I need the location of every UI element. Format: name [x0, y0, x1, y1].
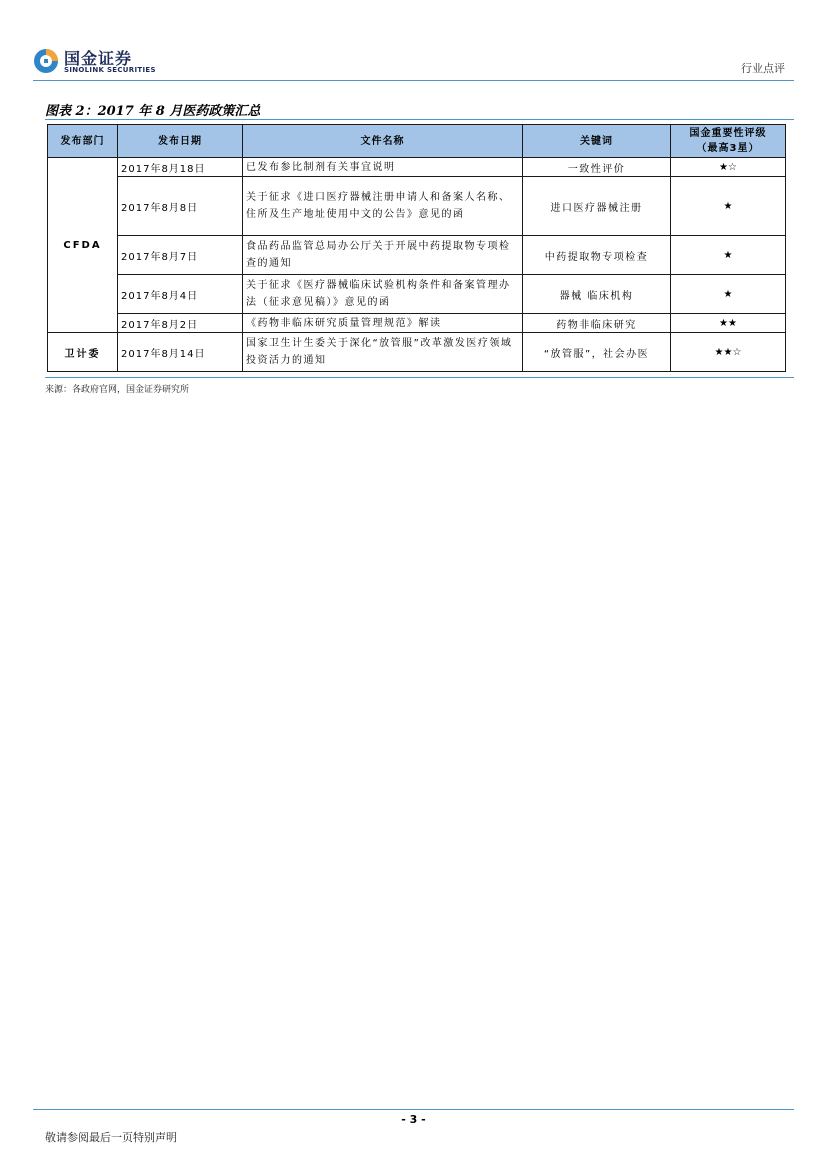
table-row — [48, 236, 786, 275]
keyword-cell: 一致性评价 — [523, 158, 671, 177]
table-row — [48, 275, 786, 314]
company-logo — [33, 46, 156, 80]
date-cell: 2017年8月7日 — [118, 236, 243, 275]
figure-title: 图表 2：2017 年 8 月医药政策汇总 — [45, 104, 261, 119]
keyword-cell: 进口医疗器械注册 — [523, 177, 671, 236]
table-bottom-divider — [45, 377, 794, 378]
page-header — [0, 0, 827, 90]
column-header-document: 文件名称 — [243, 125, 523, 158]
dept-cell: 卫计委 — [48, 333, 118, 372]
rating-cell: ★★☆ — [671, 333, 786, 372]
keyword-cell: 药物非临床研究 — [523, 314, 671, 333]
column-header-date: 发布日期 — [118, 125, 243, 158]
logo-text-en: SINOLINK SECURITIES — [64, 66, 156, 74]
keyword-cell: 器械 临床机构 — [523, 275, 671, 314]
document-cell: 关于征求《进口医疗器械注册申请人和备案人名称、住所及生产地址使用中文的公告》意见的函 — [243, 177, 523, 236]
header-divider — [33, 80, 794, 81]
document-cell: 关于征求《医疗器械临床试验机构条件和备案管理办法（征求意见稿）》意见的函 — [243, 275, 523, 314]
document-cell: 《药物非临床研究质量管理规范》解读 — [243, 314, 523, 333]
dept-cell: CFDA — [48, 158, 118, 333]
column-header-keyword: 关键词 — [523, 125, 671, 158]
rating-cell: ★☆ — [671, 158, 786, 177]
rating-cell: ★ — [671, 236, 786, 275]
logo-text-cn: 国金证券 — [64, 49, 133, 68]
table-row — [48, 158, 786, 177]
document-cell: 已发布参比制剂有关事宜说明 — [243, 158, 523, 177]
table-row — [48, 177, 786, 236]
date-cell: 2017年8月2日 — [118, 314, 243, 333]
column-header-rating — [671, 125, 786, 158]
date-cell: 2017年8月4日 — [118, 275, 243, 314]
date-cell: 2017年8月18日 — [118, 158, 243, 177]
footer-divider — [33, 1109, 794, 1110]
document-cell: 国家卫生计生委关于深化“放管服”改革激发医疗领域投资活力的通知 — [243, 333, 523, 372]
keyword-cell: 中药提取物专项检查 — [523, 236, 671, 275]
column-header-dept: 发布部门 — [48, 125, 118, 158]
keyword-cell: “放管服”，社会办医 — [523, 333, 671, 372]
date-cell: 2017年8月14日 — [118, 333, 243, 372]
policy-summary-table — [47, 124, 786, 372]
table-header-row — [48, 125, 786, 158]
table-row — [48, 314, 786, 333]
rating-header-line-2: （最高3星） — [696, 143, 760, 154]
rating-header-line-1: 国金重要性评级 — [689, 128, 767, 139]
page-number: - 3 - — [401, 1113, 426, 1126]
date-cell: 2017年8月8日 — [118, 177, 243, 236]
source-note: 来源：各政府官网，国金证券研究所 — [45, 385, 190, 395]
sinolink-logo-icon — [33, 48, 59, 74]
table-row — [48, 333, 786, 372]
report-section-label: 行业点评 — [741, 62, 785, 75]
rating-cell: ★★ — [671, 314, 786, 333]
rating-cell: ★ — [671, 177, 786, 236]
disclaimer-text: 敬请参阅最后一页特别声明 — [45, 1131, 177, 1144]
rating-cell: ★ — [671, 275, 786, 314]
title-divider — [45, 119, 794, 120]
document-cell: 食品药品监管总局办公厅关于开展中药提取物专项检查的通知 — [243, 236, 523, 275]
